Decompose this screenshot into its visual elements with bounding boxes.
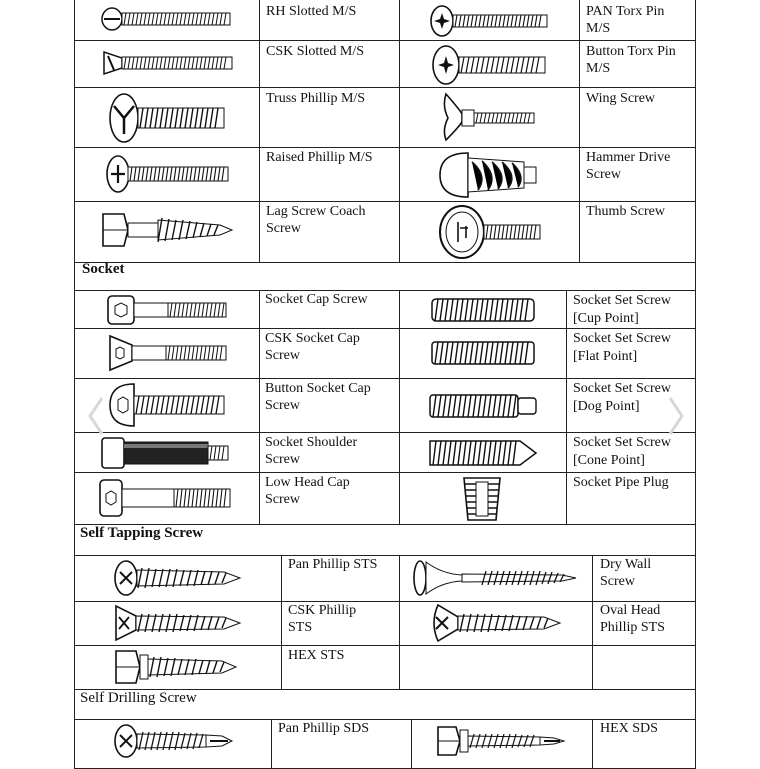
label-socket-cap: Socket Cap Screw <box>265 292 368 307</box>
label-rh-slotted: RH Slotted M/S <box>266 4 357 19</box>
label-button-torx: Button Torx Pin M/S <box>586 44 676 76</box>
label-dry-wall-screw: Dry Wall Screw <box>600 557 652 589</box>
raised-phillips-screw-icon <box>104 153 232 195</box>
pipe-plug-icon <box>460 474 504 524</box>
pan-phillips-drilling-screw-icon <box>112 722 236 760</box>
label-truss-phillip: Truss Phillip M/S <box>266 91 366 106</box>
socket-section-header <box>74 262 696 290</box>
label-csk-phillip-sts: CSK Phillip STS <box>288 603 357 635</box>
label-socket-pipe-plug: Socket Pipe Plug <box>573 475 669 490</box>
chevron-right-icon[interactable] <box>666 396 686 436</box>
set-screw-dog-icon <box>428 393 540 419</box>
label-button-socket-cap: Button Socket Cap Screw <box>265 381 371 413</box>
section-title-socket: Socket <box>82 261 125 277</box>
label-oval-head-phillip: Oval Head Phillip STS <box>600 603 665 635</box>
label-lag-screw: Lag Screw Coach Screw <box>266 204 366 236</box>
button-torx-screw-icon <box>430 44 550 86</box>
drywall-screw-icon <box>412 558 580 598</box>
label-csk-slotted: CSK Slotted M/S <box>266 44 365 59</box>
label-wing-screw: Wing Screw <box>586 91 656 106</box>
hex-drilling-screw-icon <box>436 724 568 758</box>
round-head-slotted-screw-icon <box>100 6 240 32</box>
shoulder-screw-icon <box>100 436 232 470</box>
label-set-screw-dog: Socket Set Screw [Dog Point] <box>573 381 671 414</box>
label-low-head-cap: Low Head Cap Screw <box>265 475 350 507</box>
pan-phillips-tapping-screw-icon <box>112 558 242 598</box>
label-pan-torx: PAN Torx Pin M/S <box>586 4 665 36</box>
label-pan-phillip-sts: Pan Phillip STS <box>288 557 378 572</box>
section-title-self-tapping: Self Tapping Screw <box>80 525 204 541</box>
countersunk-phillips-tapping-screw-icon <box>112 603 242 643</box>
label-set-screw-cup: Socket Set Screw [Cup Point] <box>573 293 671 326</box>
label-socket-shoulder: Socket Shoulder Screw <box>265 435 358 467</box>
set-screw-cone-icon <box>428 437 540 469</box>
label-set-screw-flat: Socket Set Screw [Flat Point] <box>573 331 671 364</box>
thumb-screw-icon <box>438 204 544 260</box>
pan-torx-screw-icon <box>428 4 552 38</box>
hex-tapping-screw-icon <box>114 647 240 687</box>
wing-screw-icon <box>440 90 538 144</box>
oval-head-phillips-screw-icon <box>428 603 564 643</box>
socket-cap-screw-icon <box>106 294 230 326</box>
hex-lag-screw-icon <box>100 208 236 252</box>
countersunk-socket-screw-icon <box>106 333 230 373</box>
countersunk-slotted-screw-icon <box>100 48 240 78</box>
label-hammer-drive: Hammer Drive Screw <box>586 150 671 182</box>
label-pan-phillip-sds: Pan Phillip SDS <box>278 721 370 736</box>
chevron-left-icon[interactable] <box>86 396 106 436</box>
label-set-screw-cone: Socket Set Screw [Cone Point] <box>573 435 671 468</box>
set-screw-cup-icon <box>430 297 538 323</box>
label-hex-sds: HEX SDS <box>600 721 658 736</box>
low-head-cap-screw-icon <box>98 478 234 518</box>
label-csk-socket-cap: CSK Socket Cap Screw <box>265 331 360 363</box>
button-socket-screw-icon <box>108 382 228 428</box>
label-raised-phillip: Raised Phillip M/S <box>266 150 373 165</box>
section-title-self-drilling: Self Drilling Screw <box>80 690 197 706</box>
truss-phillips-screw-icon <box>106 92 230 144</box>
label-hex-sts: HEX STS <box>288 648 345 663</box>
label-thumb-screw: Thumb Screw <box>586 204 665 219</box>
set-screw-flat-icon <box>430 340 538 366</box>
hammer-drive-screw-icon <box>438 150 542 200</box>
